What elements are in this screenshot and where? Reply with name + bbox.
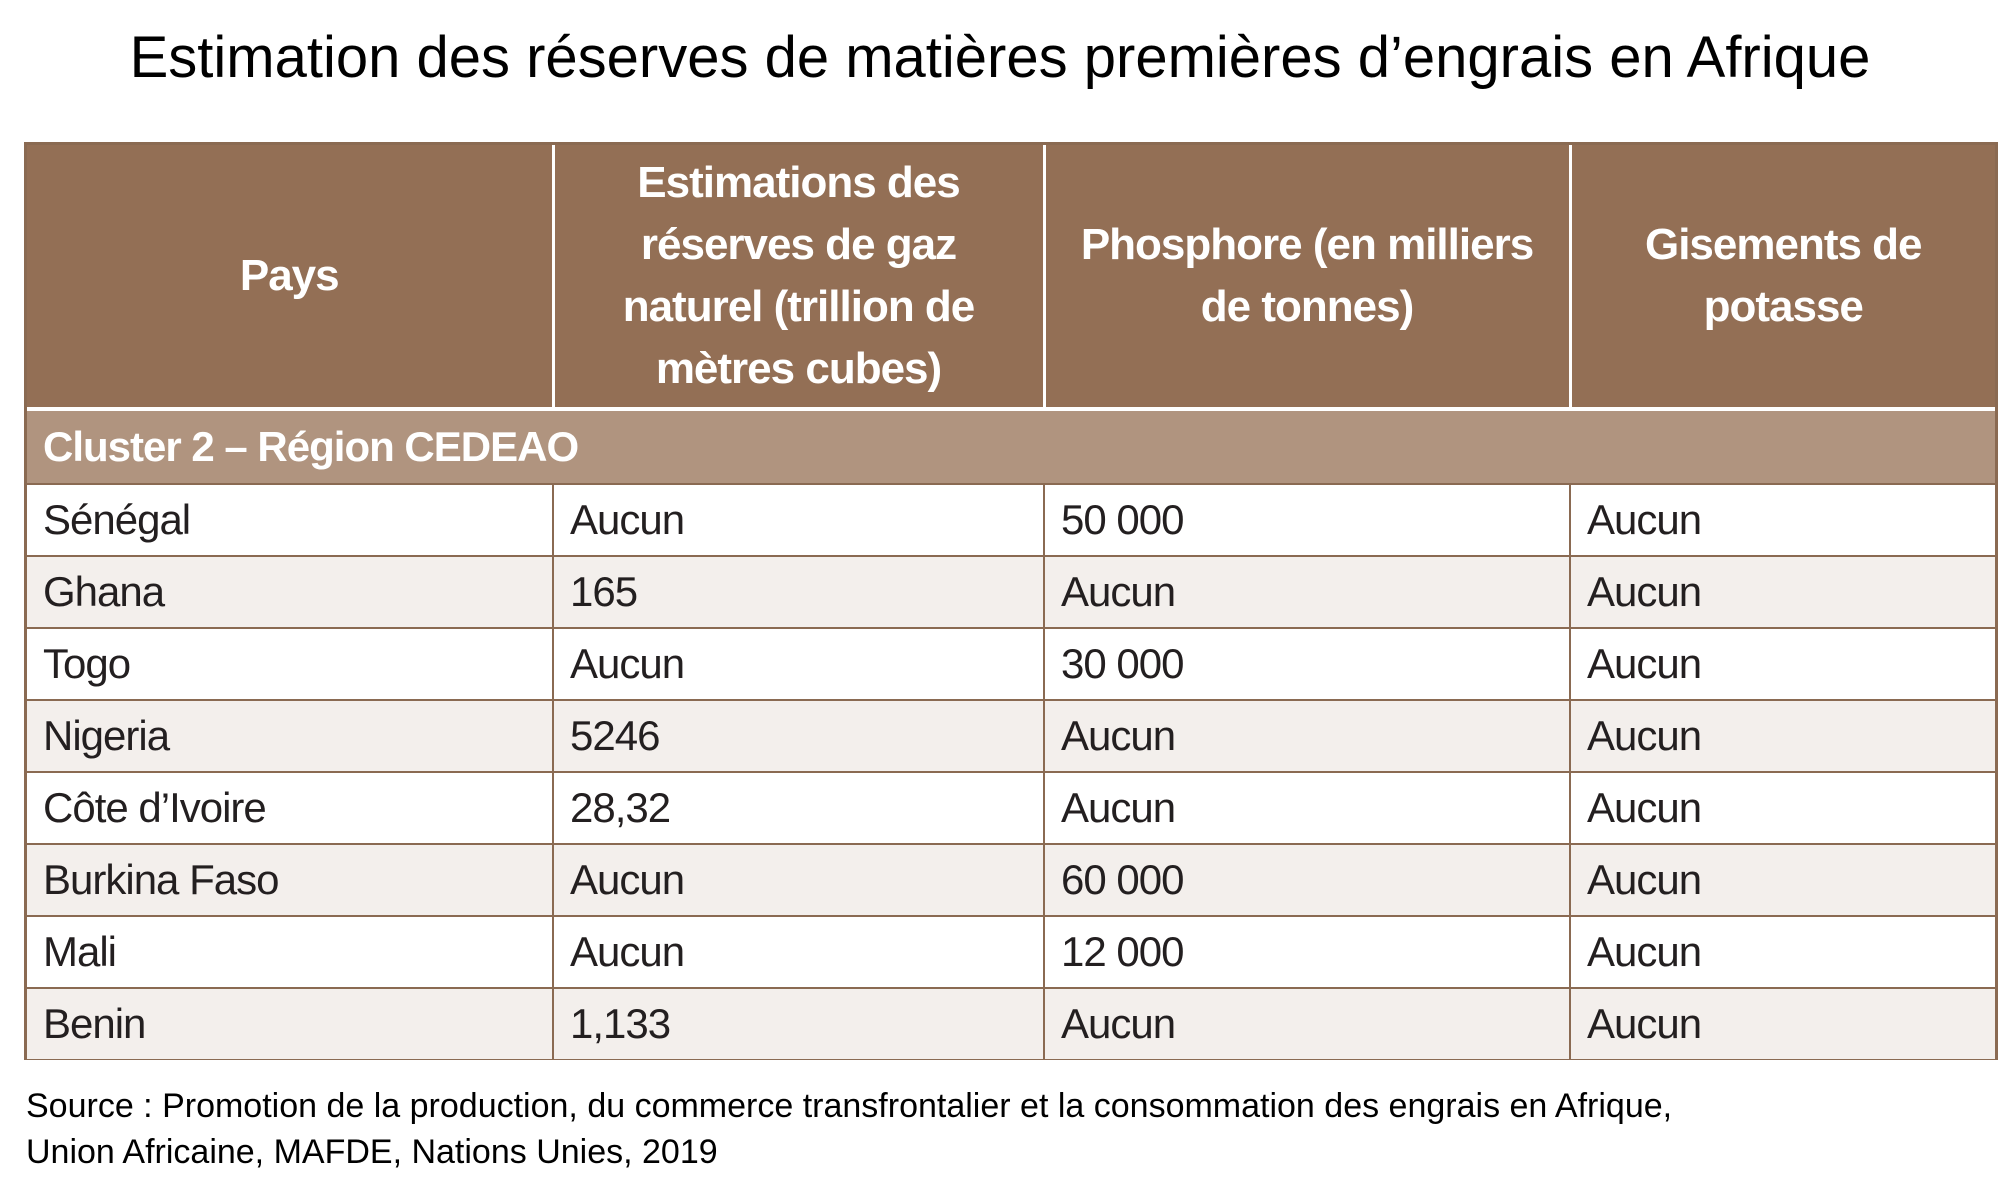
- cell-phosphorus: Aucun: [1044, 988, 1570, 1059]
- cell-potash: Aucun: [1570, 700, 1995, 772]
- cell-phosphorus: 30 000: [1044, 628, 1570, 700]
- cell-potash: Aucun: [1570, 772, 1995, 844]
- table-row: [27, 556, 1995, 628]
- cell-country: Mali: [27, 916, 553, 988]
- table-row: [27, 772, 1995, 844]
- table-row: [27, 844, 1995, 916]
- cell-gas: 28,32: [553, 772, 1044, 844]
- cell-gas: Aucun: [553, 844, 1044, 916]
- cell-potash: Aucun: [1570, 916, 1995, 988]
- cell-potash: Aucun: [1570, 628, 1995, 700]
- column-header-pays: Pays: [27, 145, 553, 409]
- cell-phosphorus: 50 000: [1044, 484, 1570, 556]
- cell-phosphorus: Aucun: [1044, 772, 1570, 844]
- cell-gas: Aucun: [553, 916, 1044, 988]
- cell-phosphorus: Aucun: [1044, 700, 1570, 772]
- cell-phosphorus: Aucun: [1044, 556, 1570, 628]
- cell-country: Sénégal: [27, 484, 553, 556]
- cluster-label: Cluster 2 – Région CEDEAO: [27, 409, 1995, 484]
- cell-country: Nigeria: [27, 700, 553, 772]
- reserves-table: [27, 145, 1995, 1059]
- cell-gas: 165: [553, 556, 1044, 628]
- cell-phosphorus: 12 000: [1044, 916, 1570, 988]
- column-header-potasse: Gisements de potasse: [1570, 145, 1995, 409]
- cell-potash: Aucun: [1570, 556, 1995, 628]
- cell-country: Togo: [27, 628, 553, 700]
- column-header-gaz-naturel: Estimations des réserves de gaz naturel (trillion de mètres cubes): [553, 145, 1044, 409]
- reserves-table-container: [24, 142, 1998, 1060]
- cell-gas: Aucun: [553, 628, 1044, 700]
- cell-country: Ghana: [27, 556, 553, 628]
- table-row: [27, 988, 1995, 1059]
- cell-potash: Aucun: [1570, 988, 1995, 1059]
- cell-potash: Aucun: [1570, 844, 1995, 916]
- table-header-row: [27, 145, 1995, 409]
- cell-phosphorus: 60 000: [1044, 844, 1570, 916]
- table-row: [27, 700, 1995, 772]
- cell-gas: 5246: [553, 700, 1044, 772]
- cell-country: Côte d’Ivoire: [27, 772, 553, 844]
- table-row: [27, 916, 1995, 988]
- page-title: Estimation des réserves de matières premières d’engrais en Afrique: [129, 25, 1871, 90]
- table-row: [27, 484, 1995, 556]
- table-row: [27, 628, 1995, 700]
- source-citation: [26, 1083, 1986, 1175]
- cell-country: Burkina Faso: [27, 844, 553, 916]
- column-header-phosphore: Phosphore (en milliers de tonnes): [1044, 145, 1570, 409]
- cell-gas: 1,133: [553, 988, 1044, 1059]
- cell-potash: Aucun: [1570, 484, 1995, 556]
- cluster-row: [27, 409, 1995, 484]
- cell-country: Benin: [27, 988, 553, 1059]
- source-line-1: Source : Promotion de la production, du commerce transfrontalier et la consommation des engrais en Afrique,: [26, 1087, 1673, 1125]
- cell-gas: Aucun: [553, 484, 1044, 556]
- source-line-2: Union Africaine, MAFDE, Nations Unies, 2019: [26, 1133, 718, 1171]
